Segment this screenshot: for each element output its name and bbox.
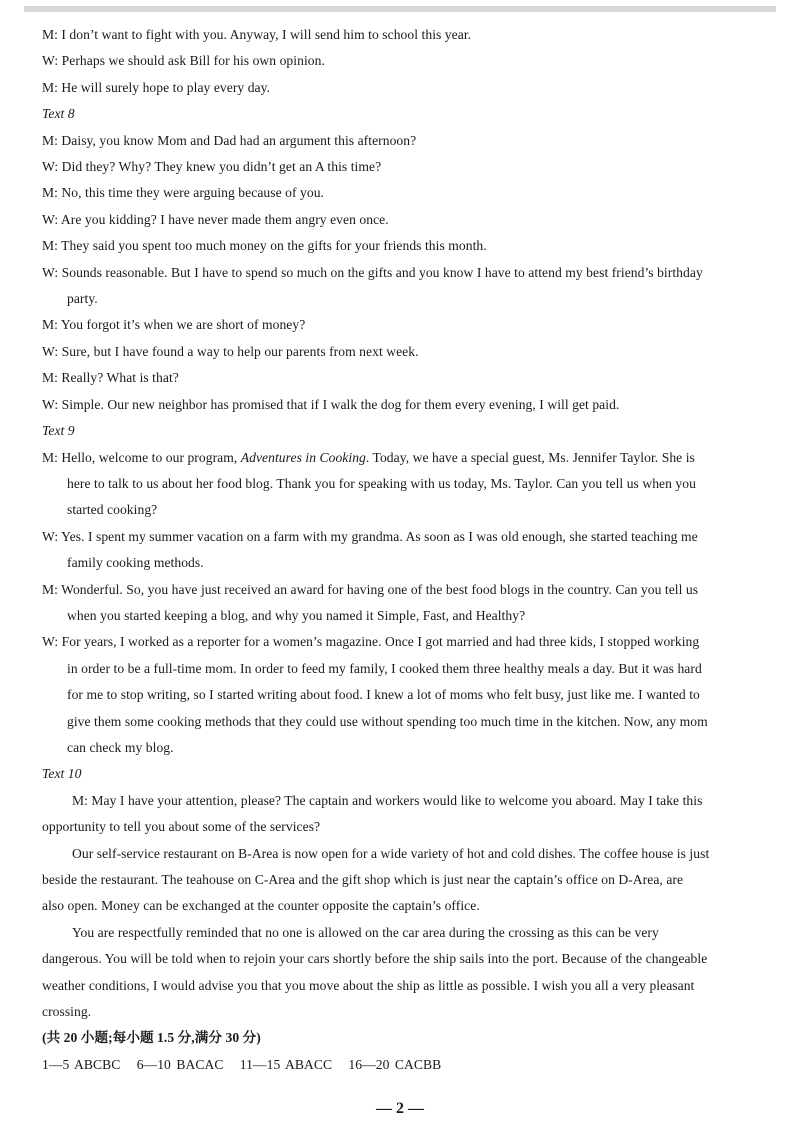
announcement-line: also open. Money can be exchanged at the counter opposite the captain’s office. <box>42 898 480 914</box>
dialogue-line-continued: give them some cooking methods that they could use without spending too much time in the kitchen. Now, any mom <box>67 713 708 729</box>
dialogue-line: M: Wonderful. So, you have just received an award for having one of the best food blogs in the country. Can you tell us <box>42 581 699 597</box>
dialogue-line: W: Are you kidding? I have never made them angry even once. <box>42 211 389 227</box>
page-number: — 2 — <box>376 1100 424 1117</box>
dialogue-line-continued: started cooking? <box>67 502 158 518</box>
announcement-line: Our self-service restaurant on B-Area is now open for a wide variety of hot and cold dishes. The coffee house is just <box>72 845 710 861</box>
program-title: Adventures in Cooking <box>240 449 366 465</box>
announcement-line: You are respectfully reminded that no one is allowed on the car area during the crossing as this can be very <box>72 924 659 940</box>
dialogue-line-continued: here to talk to us about her food blog. Thank you for speaking with us today, Ms. Taylor. Can you tell us when you <box>67 475 696 491</box>
dialogue-line-continued: for me to stop writing, so I started writing about food. I knew a lot of moms who felt busy, just like me. I wanted to <box>67 687 700 703</box>
dialogue-line: M: I don’t want to fight with you. Anyway, I will send him to school this year. <box>42 27 472 42</box>
announcement-line: weather conditions, I would advise you that you move about the ship as little as possible. I wish you all a very pleasant <box>42 977 695 993</box>
dialogue-line-continued: family cooking methods. <box>67 555 204 571</box>
dialogue-line: W: For years, I worked as a reporter for a women’s magazine. Once I got married and had three kids, I stopped working <box>42 634 700 650</box>
dialogue-line: W: Simple. Our new neighbor has promised that if I walk the dog for them every evening, I will get paid. <box>42 396 620 412</box>
announcement-line: opportunity to tell you about some of the services? <box>42 819 321 835</box>
dialogue-line-continued: can check my blog. <box>67 739 174 755</box>
announcement-line: M: May I have your attention, please? The captain and workers would like to welcome you aboard. May I take this <box>72 792 703 808</box>
dialogue-line: W: Did they? Why? They knew you didn’t get an A this time? <box>42 159 382 175</box>
dialogue-line <box>42 445 758 471</box>
scoring-note: (共 20 小题;每小题 1.5 分,满分 30 分) <box>42 1030 261 1046</box>
dialogue-line: M: You forgot it’s when we are short of money? <box>42 317 306 333</box>
dialogue-line: W: Sure, but I have found a way to help our parents from next week. <box>42 343 419 359</box>
dialogue-line: W: Sounds reasonable. But I have to spend so much on the gifts and you know I have to attend my best friend’s birthday <box>42 264 703 280</box>
dialogue-line-continued: in order to be a full-time mom. In order to feed my family, I cooked them three healthy meals a day. But it was hard <box>67 660 702 676</box>
text-10-heading: Text 10 <box>42 766 82 782</box>
dialogue-line: M: No, this time they were arguing because of you. <box>42 185 324 201</box>
document-page <box>42 22 758 1078</box>
dialogue-line-continued: party. <box>67 291 98 307</box>
dialogue-line: W: Perhaps we should ask Bill for his own opinion. <box>42 53 325 69</box>
announcement-line: crossing. <box>42 1004 92 1020</box>
announcement-line: dangerous. You will be told when to rejoin your cars shortly before the ship sails into the port. Because of the changeable <box>42 951 708 967</box>
line-text: M: Hello, welcome to our program, <box>42 449 241 465</box>
text-9-heading: Text 9 <box>42 423 75 439</box>
dialogue-line-continued: when you started keeping a blog, and why you named it Simple, Fast, and Healthy? <box>67 607 526 623</box>
line-text: . Today, we have a special guest, Ms. Jennifer Taylor. She is <box>365 449 695 465</box>
answer-key: 1—5 ABCBC 6—10 BACAC 11—15 ABACC 16—20 CACBB <box>42 1056 442 1072</box>
dialogue-line: M: They said you spent too much money on the gifts for your friends this month. <box>42 238 487 254</box>
dialogue-line: M: Daisy, you know Mom and Dad had an argument this afternoon? <box>42 132 417 148</box>
dialogue-line: M: Really? What is that? <box>42 370 179 386</box>
scan-top-edge <box>24 6 776 12</box>
text-8-heading: Text 8 <box>42 106 75 122</box>
dialogue-line: W: Yes. I spent my summer vacation on a farm with my grandma. As soon as I was old enough, she started teaching me <box>42 528 698 544</box>
dialogue-line: M: He will surely hope to play every day. <box>42 79 271 95</box>
announcement-line: beside the restaurant. The teahouse on C-Area and the gift shop which is just near the captain’s office on D-Area, are <box>42 872 684 887</box>
